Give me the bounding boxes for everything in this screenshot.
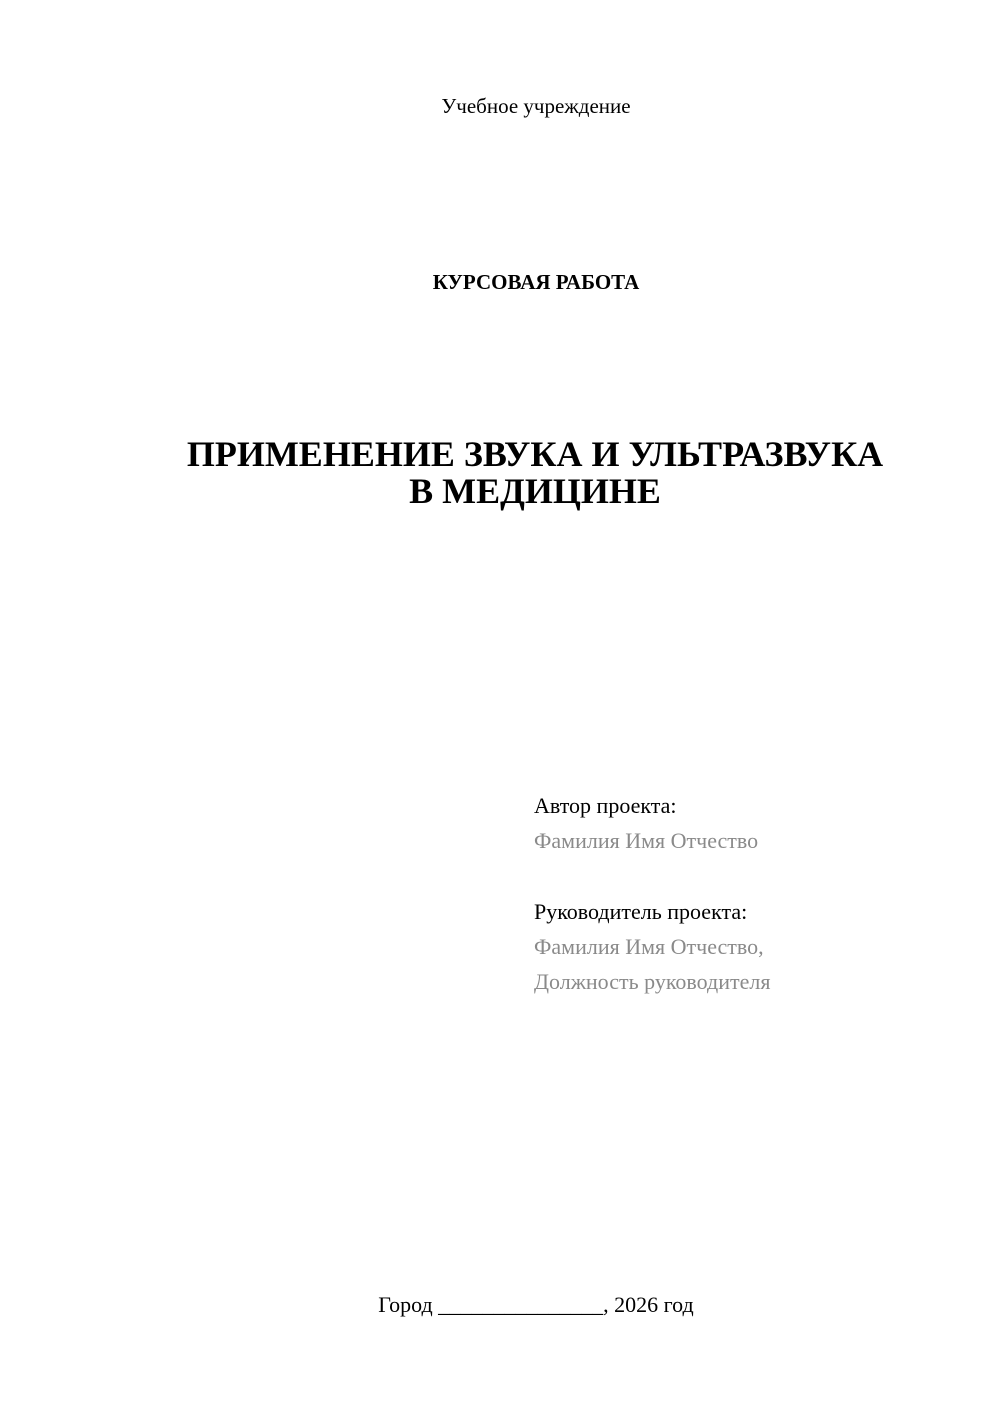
supervisor-label: Руководитель проекта: [534, 899, 748, 924]
author-name: Фамилия Имя Отчество [534, 828, 759, 853]
credits-block [534, 788, 770, 999]
author-label: Автор проекта: [534, 793, 677, 818]
city-year-footer: Город _______________, 2026 год [378, 1292, 694, 1317]
supervisor-position: Должность руководителя [534, 969, 771, 994]
supervisor-name: Фамилия Имя Отчество, [534, 934, 764, 959]
document-title [120, 436, 950, 510]
document-type: КУРСОВАЯ РАБОТА [432, 270, 640, 294]
title-line-2: В МЕДИЦИНЕ [409, 471, 661, 511]
institution-name: Учебное учреждение [441, 94, 631, 118]
title-line-1: ПРИМЕНЕНИЕ ЗВУКА И УЛЬТРАЗВУКА [186, 434, 884, 474]
